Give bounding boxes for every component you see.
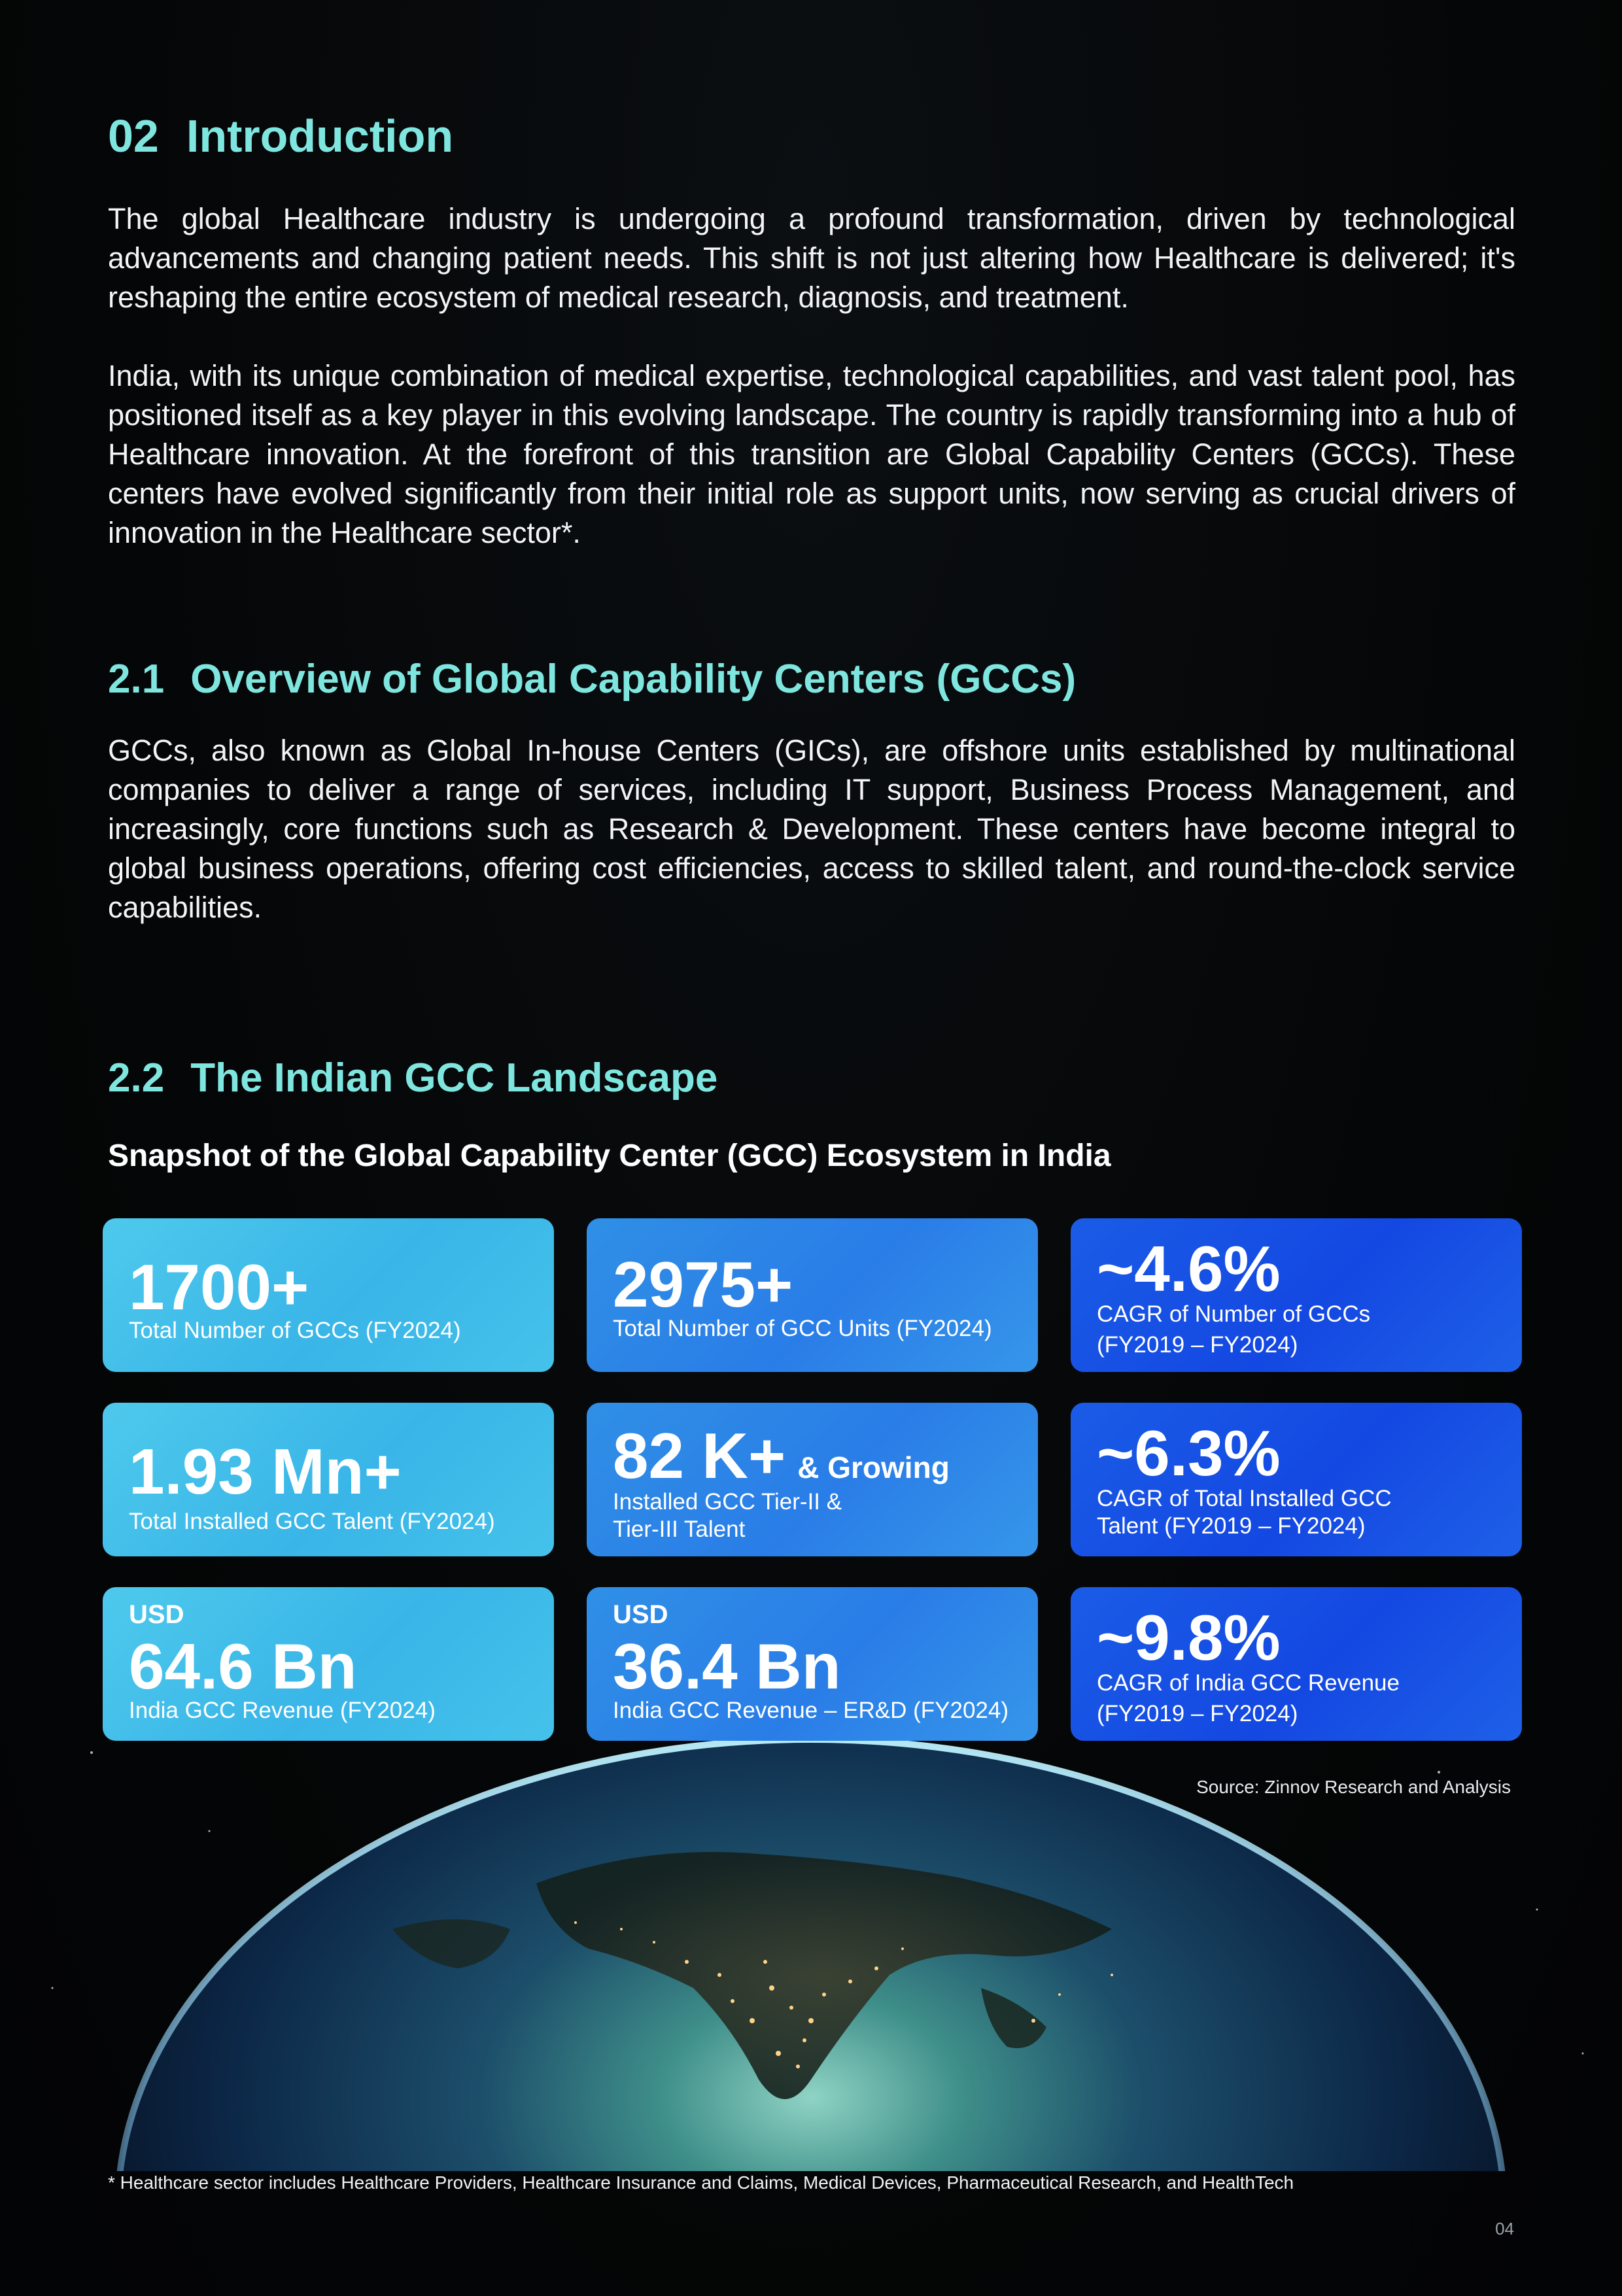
stat-value: 1.93 Mn+ bbox=[129, 1435, 402, 1507]
overview-paragraph: GCCs, also known as Global In-house Centers (GICs), are offshore units established by multinational companies to deliver a range of services, including IT support, Business Process Management, and increasingly, core functions such as Research & Development. These centers have become integral to global business operations, offering cost efficiencies, access to skilled talent, and round-the-clock service capabilities. bbox=[108, 734, 1515, 924]
stat-value: 82 K+ bbox=[613, 1420, 786, 1492]
stat-value: 64.6 Bn bbox=[129, 1630, 357, 1702]
stat-label-line-1: CAGR of Total Installed GCC bbox=[1097, 1486, 1392, 1511]
stat-card-cagr-gccs bbox=[1071, 1218, 1522, 1372]
stat-label: Total Number of GCCs (FY2024) bbox=[129, 1318, 461, 1343]
stat-prefix: USD bbox=[613, 1600, 668, 1629]
stat-card-gcc-revenue bbox=[103, 1587, 554, 1741]
stat-value: 1700+ bbox=[129, 1251, 309, 1323]
stat-value: 36.4 Bn bbox=[613, 1630, 841, 1702]
stat-label: India GCC Revenue – ER&D (FY2024) bbox=[613, 1698, 1009, 1723]
section-number: 02 bbox=[108, 111, 159, 162]
stat-card-total-gccs bbox=[103, 1218, 554, 1372]
stat-card-installed-talent bbox=[103, 1403, 554, 1556]
intro-paragraph-1: The global Healthcare industry is undergoing a profound transformation, driven by technological advancements and changing patient needs. This shift is not just altering how Healthcare is delivered; it's reshaping the entire ecosystem of medical research, diagnosis, and treatment. bbox=[108, 202, 1515, 314]
stat-prefix: USD bbox=[129, 1600, 184, 1629]
section-number: 2.1 bbox=[108, 657, 165, 702]
intro-paragraph-2: India, with its unique combination of medical expertise, technological capabilities, and vast talent pool, has positioned itself as a key player in this evolving landscape. The country is rapidly transforming into a hub of Healthcare innovation. At the forefront of this transition are Global Capability Centers (GCCs). These centers have evolved significantly from their initial role as support units, now serving as crucial drivers of innovation in the Healthcare sector*. bbox=[108, 359, 1515, 549]
stat-value: 2975+ bbox=[613, 1248, 793, 1320]
section-heading-introduction bbox=[108, 110, 453, 162]
section-title: The Indian GCC Landscape bbox=[190, 1055, 718, 1101]
stat-label-line-1: CAGR of Number of GCCs bbox=[1097, 1301, 1371, 1327]
snapshot-title: Snapshot of the Global Capability Center (GCC) Ecosystem in India bbox=[108, 1139, 1111, 1173]
stat-card-tier2-talent bbox=[587, 1403, 1038, 1556]
footnote: * Healthcare sector includes Healthcare Providers, Healthcare Insurance and Claims, Medical Devices, Pharmaceutical Research, and HealthTech bbox=[108, 2172, 1294, 2193]
stat-label: Total Number of GCC Units (FY2024) bbox=[613, 1316, 992, 1341]
source-note: Source: Zinnov Research and Analysis bbox=[1196, 1777, 1511, 1797]
stat-label: Total Installed GCC Talent (FY2024) bbox=[129, 1509, 495, 1534]
stat-label: India GCC Revenue (FY2024) bbox=[129, 1698, 436, 1723]
stat-label-line-1: CAGR of India GCC Revenue bbox=[1097, 1670, 1400, 1696]
stat-card-gcc-units bbox=[587, 1218, 1038, 1372]
stat-label-line-2: Tier-III Talent bbox=[613, 1516, 746, 1542]
stat-label-line-1: Installed GCC Tier-II & bbox=[613, 1489, 842, 1515]
stat-suffix: & Growing bbox=[797, 1450, 950, 1484]
section-heading-landscape bbox=[108, 1055, 717, 1101]
section-number: 2.2 bbox=[108, 1055, 165, 1101]
stat-label-line-2: (FY2019 – FY2024) bbox=[1097, 1332, 1298, 1358]
stat-card-cagr-revenue bbox=[1071, 1587, 1522, 1741]
stat-label-line-2: Talent (FY2019 – FY2024) bbox=[1097, 1513, 1366, 1539]
section-title: Introduction bbox=[186, 111, 454, 162]
stat-value-row bbox=[613, 1420, 950, 1492]
page-number: 04 bbox=[1495, 2219, 1514, 2238]
stat-value: ~4.6% bbox=[1097, 1233, 1281, 1305]
stat-card-cagr-talent bbox=[1071, 1403, 1522, 1556]
stat-card-erd-revenue bbox=[587, 1587, 1038, 1741]
stat-value: ~9.8% bbox=[1097, 1602, 1281, 1673]
stat-value: ~6.3% bbox=[1097, 1417, 1281, 1489]
stat-label-line-2: (FY2019 – FY2024) bbox=[1097, 1701, 1298, 1726]
section-title: Overview of Global Capability Centers (GCCs) bbox=[190, 657, 1077, 702]
section-heading-overview bbox=[108, 656, 1076, 702]
